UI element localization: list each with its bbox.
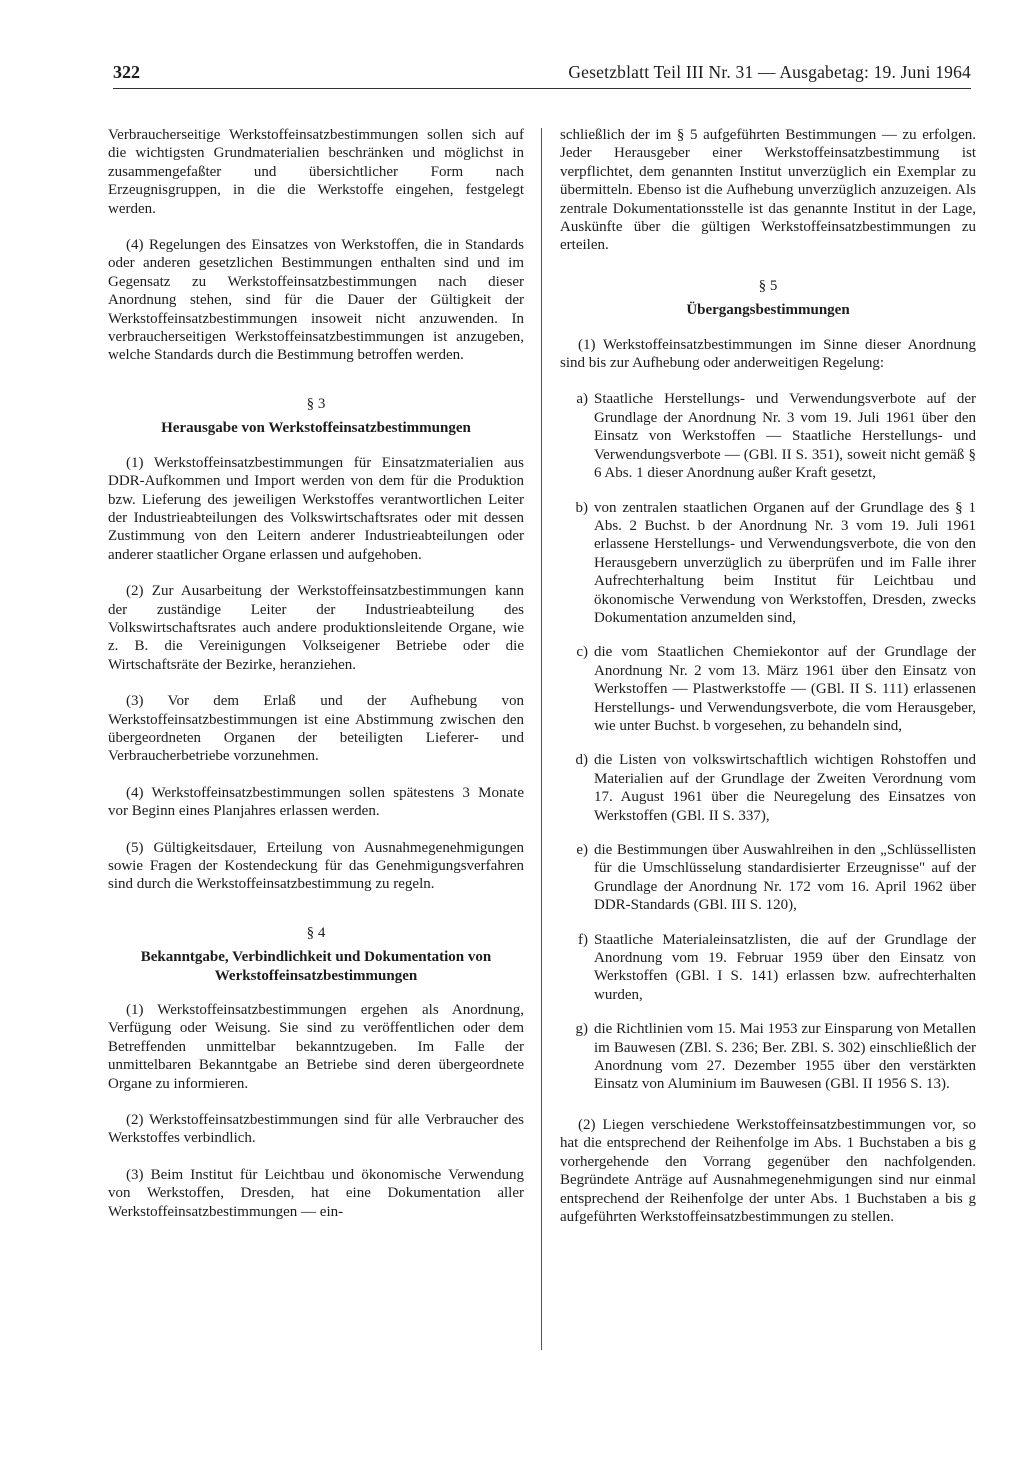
section-3-number: § 3 [306, 395, 326, 412]
left-column [108, 126, 524, 1221]
paragraph-4: (4) Regelungen des Einsatzes von Werkstoffen, die in Standards oder anderen gesetzlichen Bestimmungen enthalten sind und im Gegensatz zu Werkstoffeinsatzbestimmungen nach dieser Anordnung stehen, sind für die Dauer der Gültigkeit der Werkstoffeinsatzbestimmungen insoweit nicht anzuwenden. In verbraucherseitigen Werkstoffeinsatzbestimmungen ist anzugeben, welche Standards durch die Bestimmung betroffen werden. [108, 237, 524, 364]
list-item-text: die Richtlinien vom 15. Mai 1953 zur Einsparung von Metallen im Bauwesen (ZBl. S. 236; Ber. ZBl. S. 302) einschließlich der Anordnung vom 27. Dezember 1955 über den verstärkten Einsatz von Aluminium im Bauwesen (GBl. II 1956 S. 13). [594, 1021, 976, 1093]
list-item-d [560, 751, 976, 825]
paragraph-continued: schließlich der im § 5 aufgeführten Bestimmungen — zu erfolgen. Jeder Herausgeber einer Werkstoffeinsatzbestimmung ist verpflichtet, dem genannten Institut unverzüglich ein Exemplar zu übermitteln. Ebenso ist die Aufhebung unverzüglich anzuzeigen. Als zentrale Dokumentationsstelle ist das genannte Institut in der Lage, Auskünfte über die gültigen Werkstoffeinsatzbestimmungen zu erteilen. [560, 127, 976, 254]
section-5-paragraph-1: (1) Werkstoffeinsatzbestimmungen im Sinne dieser Anordnung sind bis zur Aufhebung oder anderweitigen Regelung: [560, 336, 976, 372]
running-title: Gesetzblatt Teil III Nr. 31 — Ausgabetag: 19. Juni 1964 [568, 62, 971, 82]
section-3-title: Herausgabe von Werkstoffeinsatzbestimmungen [161, 420, 471, 437]
section-3-paragraph-3: (3) Vor dem Erlaß und der Aufhebung von Werkstoffeinsatzbestimmungen ist eine Abstimmung zwischen den übergeordneten Organen der beteiligten Lieferer- und Verbraucherbetriebe vorzunehmen. [108, 693, 524, 765]
list-item-f [560, 931, 976, 1005]
column-divider [541, 128, 542, 1350]
section-3-paragraph-2: (2) Zur Ausarbeitung der Werkstoffeinsatzbestimmungen kann der zuständige Leiter der Industrieabteilung des Volkswirtschaftsrates auch andere produktionsleitende Organe, wie z. B. die Vereinigungen Volkseigener Betriebe oder die Wirtschaftsräte der Bezirke, heranziehen. [108, 583, 524, 673]
list-item-label: a) [576, 391, 588, 408]
list-item-label: f) [578, 931, 588, 948]
list-item-text: Staatliche Materialeinsatzlisten, die auf der Grundlage der Anordnung vom 19. Februar 1959 über den Einsatz von Werkstoffen (GBl. I S. 141) erlassen bzw. aufrechterhalten wurden, [594, 931, 976, 1003]
list-item-text: die Bestimmungen über Auswahlreihen in den „Schlüssellisten für die Umschlüsselung standardisierter Erzeugnisse" auf der Grundlage der Anordnung Nr. 172 vom 16. April 1962 über DDR-Standards (GBl. III S. 120), [594, 842, 976, 914]
list-item-e [560, 841, 976, 915]
list-item-label: c) [576, 644, 588, 661]
list-item-label: g) [575, 1021, 588, 1038]
list-item-label: e) [576, 842, 588, 858]
list-item-label: d) [575, 752, 588, 769]
section-4-title: Bekanntgabe, Verbindlichkeit und Dokumentation von Werkstoffeinsatzbestimmungen [140, 949, 492, 984]
list-item-label: b) [575, 499, 588, 516]
section-3-paragraph-1: (1) Werkstoffeinsatzbestimmungen für Einsatzmaterialien aus DDR-Aufkommen und Import werden von dem für die Produktion bzw. Lieferung des jeweiligen Werkstoffes verantwortlichen Leiter der Industrieabteilungen des Volkswirtschaftsrates oder mit dessen Zustimmung von den Leitern anderer Industrieabteilungen oder anderer staatlicher Organe erlassen und aufgehoben. [108, 454, 524, 563]
section-4-paragraph-2: (2) Werkstoffeinsatzbestimmungen sind für alle Verbraucher des Werkstoffes verbindlich. [108, 1112, 524, 1147]
section-5-number: § 5 [758, 277, 778, 294]
list-item-g [560, 1020, 976, 1094]
right-column [560, 126, 976, 1226]
section-3-paragraph-5: (5) Gültigkeitsdauer, Erteilung von Ausnahmegenehmigungen sowie Fragen der Kostendeckung für das Genehmigungsverfahren sind durch die Werkstoffeinsatzbestimmung zu regeln. [108, 839, 524, 893]
paragraph-intro: Verbraucherseitige Werkstoffeinsatzbestimmungen sollen sich auf die wichtigsten Grundmaterialien beschränken und möglichst in zusammengefaßter und übersichtlicher Form nach Erzeugnisgruppen, in die die Werkstoffe eingehen, festgelegt werden. [108, 127, 524, 217]
list-item-text: die vom Staatlichen Chemiekontor auf der Grundlage der Anordnung Nr. 2 vom 13. März 1961 über den Einsatz von Werkstoffen — Plastwerkstoffe — (GBl. II S. 111) erlassenen Herstellungs- und Verwendungsverbote, die vom Herausgeber, wie unter Buchst. b vorgesehen, zu behandeln sind, [594, 644, 976, 734]
section-4-number: § 4 [306, 924, 326, 941]
section-5-title: Übergangsbestimmungen [686, 302, 850, 319]
list-item-text: von zentralen staatlichen Organen auf der Grundlage des § 1 Abs. 2 Buchst. b der Anordnung Nr. 3 vom 19. Juli 1961 erlassene Herstellungs- und Verwendungsverbote, die von den Herausgebern unverzüglich zu überprüfen und im Falle ihrer Aufrechterhaltung beim Institut für Leichtbau und ökonomische Verwendung von Werkstoffen, Dresden, zwecks Dokumentation anzumelden sind, [594, 499, 976, 626]
list-item-c [560, 643, 976, 735]
section-3-paragraph-4: (4) Werkstoffeinsatzbestimmungen sollen spätestens 3 Monate vor Beginn eines Planjahres erlassen werden. [108, 784, 524, 820]
section-5-paragraph-2: (2) Liegen verschiedene Werkstoffeinsatzbestimmungen vor, so hat die entsprechend der Reihenfolge im Abs. 1 Buchstaben a bis g vorhergehende den Vorrang gegenüber den nachfolgenden. Begründete Anträge auf Ausnahmegenehmigungen sind nur einmal entsprechend der Reihenfolge der unter Abs. 1 Buchstaben a bis g aufgeführten Werkstoffeinsatzbestimmungen zu stellen. [560, 1116, 976, 1225]
list-item-text: Staatliche Herstellungs- und Verwendungsverbote auf der Grundlage der Anordnung Nr. 3 vom 19. Juli 1961 über den Einsatz von Werkstoffen — Staatliche Herstellungs- und Verwendungsverbote — (GBl. II S. 351), soweit nicht gemäß § 6 Abs. 1 dieser Anordnung außer Kraft gesetzt, [594, 391, 976, 482]
page-number: 322 [113, 62, 140, 82]
list-item-a [560, 390, 976, 482]
list-item-text: die Listen von volkswirtschaftlich wichtigen Rohstoffen und Materialien auf der Grundlage der Zweiten Verordnung vom 17. August 1961 über die Neuregelung des Einsatzes von Werkstoffen (GBl. II S. 337), [594, 752, 976, 824]
section-4-paragraph-1: (1) Werkstoffeinsatzbestimmungen ergehen als Anordnung, Verfügung oder Weisung. Sie sind zu veröffentlichen oder dem Betreffenden unmittelbar bekanntzugeben. Im Falle der unmittelbaren Bekanntgabe an Betriebe sind deren übergeordnete Organe zu informieren. [108, 1002, 524, 1092]
list-item-b [560, 499, 976, 628]
section-4-paragraph-3: (3) Beim Institut für Leichtbau und ökonomische Verwendung von Werkstoffen, Dresden, hat eine Dokumentation aller Werkstoffeinsatzbestimmungen — ein- [108, 1166, 524, 1220]
page-header [113, 62, 971, 89]
